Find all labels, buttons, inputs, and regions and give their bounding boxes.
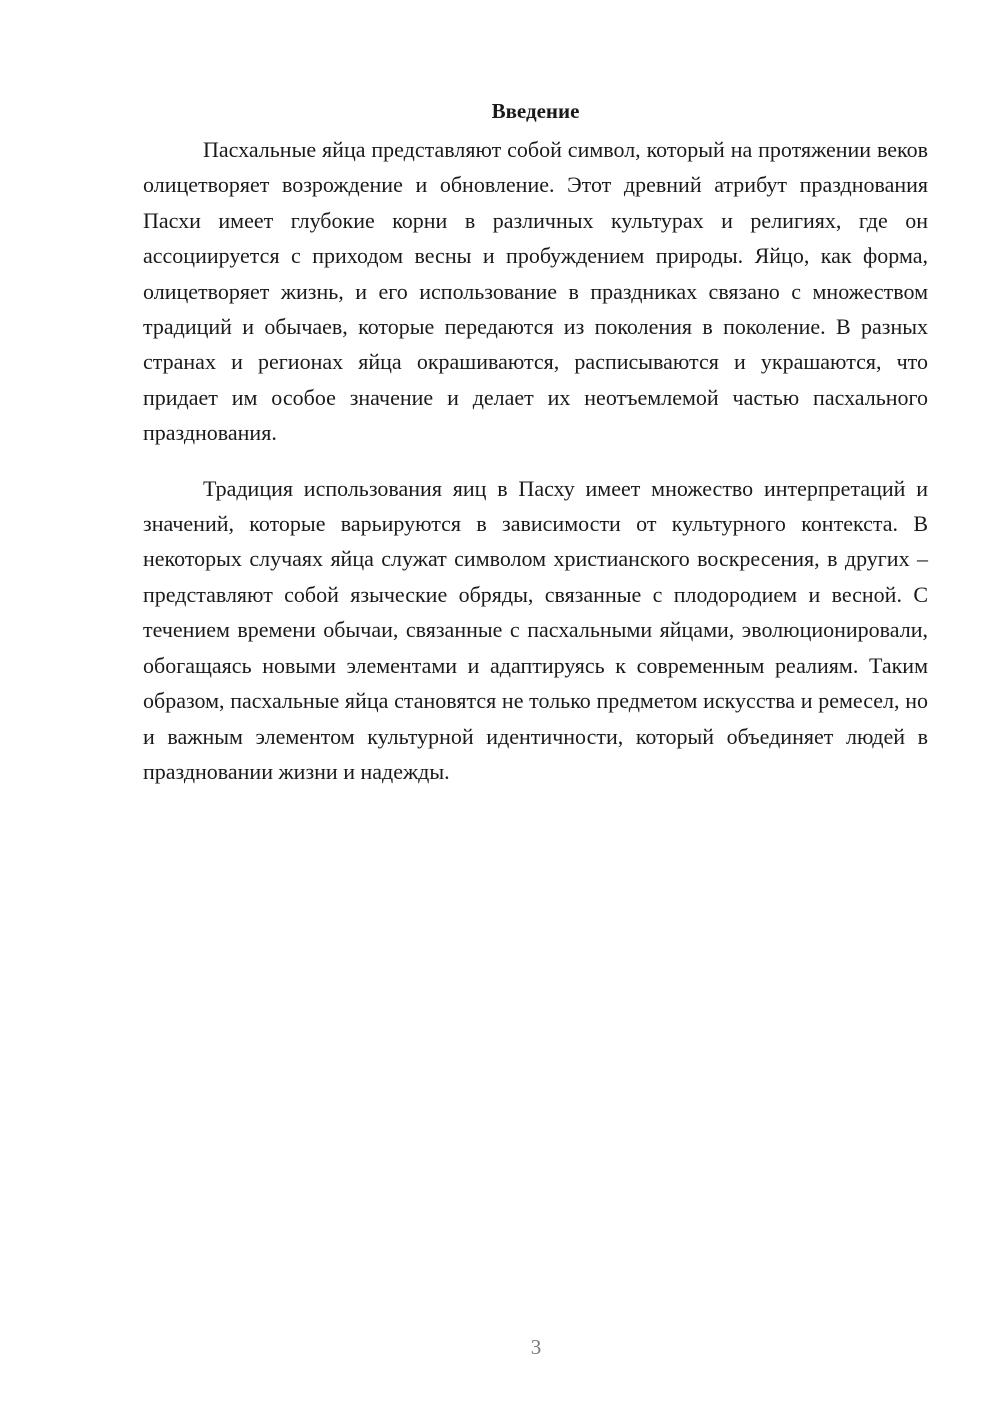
- section-heading: Введение: [491, 99, 580, 123]
- paragraph-1: Пасхальные яйца представляют собой символ, который на протяжении веков олицетворяет возрождение и обновление. Этот древний атрибут празднования Пасхи имеет глубокие корни в различных культурах и религиях, где он ассоциируется с приходом весны и пробуждением природы. Яйцо, как форма, олицетворяет жизнь, и его использование в праздниках связано с множеством традиций и обычаев, которые передаются из поколения в поколение. В разных странах и регионах яйца окрашиваются, расписываются и украшаются, что придает им особое значение и делает их неотъемлемой частью пасхального празднования.: [143, 137, 928, 446]
- page-number: 3: [530, 1335, 542, 1359]
- paragraph-2: Традиция использования яиц в Пасху имеет множество интерпретаций и значений, которые варьируются в зависимости от культурного контекста. В некоторых случаях яйца служат символом христианского воскресения, в других – представляют собой языческие обряды, связанные с плодородием и весной. С течением времени обычаи, связанные с пасхальными яйцами, эволюционировали, обогащаясь новыми элементами и адаптируясь к современным реалиям. Таким образом, пасхальные яйца становятся не только предметом искусства и ремесел, но и важным элементом культурной идентичности, который объединяет людей в праздновании жизни и надежды.: [143, 475, 928, 784]
- page-content: [143, 96, 928, 789]
